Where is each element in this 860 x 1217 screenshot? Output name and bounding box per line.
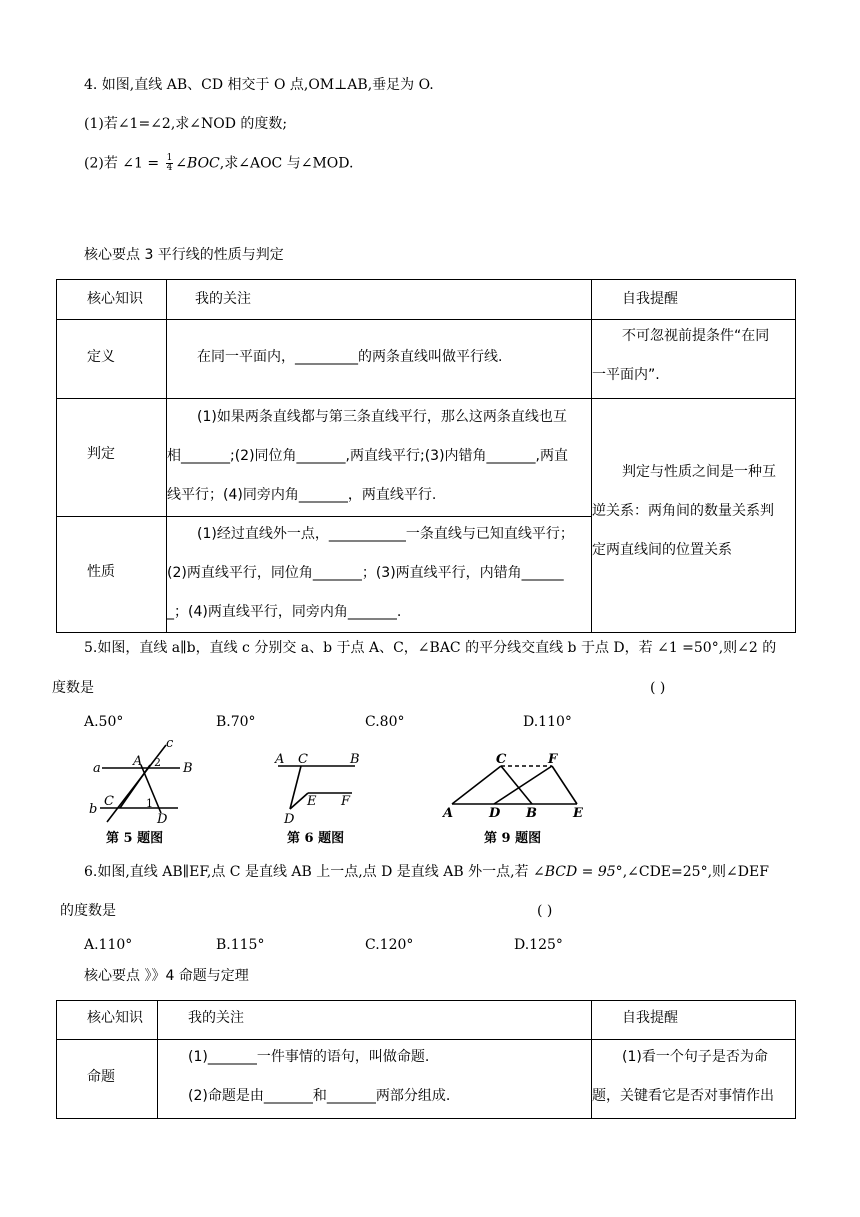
header-cell: 我的关注 bbox=[158, 1001, 592, 1040]
q6-line1-pre: 6.如图,直线 AB∥EF,点 C 是直线 AB 上一点,点 D 是直线 AB 外一点,若 bbox=[84, 864, 534, 880]
line-df bbox=[494, 766, 552, 804]
label-F: F bbox=[548, 752, 558, 767]
label-b: b bbox=[89, 802, 98, 817]
row-name-cell: 判定 bbox=[57, 399, 167, 517]
label-C: C bbox=[104, 794, 114, 809]
frac-denominator: 4 bbox=[166, 163, 173, 173]
table-row bbox=[57, 399, 796, 517]
header-cell: 核心知识 bbox=[57, 280, 167, 320]
frac-numerator: 1 bbox=[166, 153, 173, 163]
figure-6-caption: 第 6 题图 bbox=[287, 831, 345, 846]
q4-line2: (1)若∠1=∠2,求∠NOD 的度数; bbox=[84, 116, 288, 132]
row-name-cell: 性质 bbox=[57, 517, 167, 633]
q4-line3 bbox=[84, 154, 353, 173]
section4-title: 核心要点 》》4 命题与定理 bbox=[84, 968, 249, 984]
q6-option-d: D.125° bbox=[514, 937, 563, 953]
row-focus-cell: 在同一平面内，_________的两条直线叫做平行线. bbox=[167, 320, 592, 399]
label-A: A bbox=[443, 806, 454, 821]
figure-5-labels bbox=[89, 736, 193, 827]
q6-line1 bbox=[84, 863, 769, 881]
label-B: B bbox=[350, 752, 360, 767]
q5-option-a: A.50° bbox=[84, 714, 124, 730]
label-B: B bbox=[183, 761, 193, 776]
q4-line1: 4. 如图,直线 AB、CD 相交于 O 点,OM⊥AB,垂足为 O. bbox=[84, 77, 434, 93]
row-remind-cell: (1)看一个句子是否为命 题，关键看它是否对事情作出 bbox=[592, 1040, 796, 1119]
label-C: C bbox=[298, 752, 308, 767]
row-remind-cell: 不可忽视前提条件“在同 一平面内”. bbox=[592, 320, 796, 399]
label-A: A bbox=[275, 752, 285, 767]
q6-option-c: C.120° bbox=[365, 937, 414, 953]
label-C: C bbox=[496, 752, 507, 767]
label-a: a bbox=[93, 761, 101, 776]
table-header-row bbox=[57, 1001, 796, 1040]
figure-9-caption: 第 9 题图 bbox=[484, 831, 542, 846]
fraction-one-quarter bbox=[166, 154, 174, 173]
figure-5-caption: 第 5 题图 bbox=[106, 831, 164, 846]
q5-line2: 度数是 bbox=[52, 680, 94, 696]
label-F: F bbox=[341, 794, 351, 809]
row-focus-cell: (1)如果两条直线都与第三条直线平行，那么这两条直线也互 相_______;(2)同位角_______,两直线平行;(3)内错角_______,两直 线平行；(4)同旁内角_______，两直线平行. bbox=[167, 399, 592, 517]
label-1: 1 bbox=[146, 797, 153, 810]
section3-table bbox=[56, 279, 796, 633]
label-E: E bbox=[307, 794, 317, 809]
label-E: E bbox=[573, 806, 583, 821]
section4-table bbox=[56, 1000, 796, 1119]
label-B: B bbox=[526, 806, 537, 821]
row-name-cell: 命题 bbox=[57, 1040, 158, 1119]
q5-option-c: C.80° bbox=[365, 714, 405, 730]
label-D: D bbox=[157, 812, 168, 827]
section3-title: 核心要点 3 平行线的性质与判定 bbox=[84, 247, 284, 263]
table-row bbox=[57, 1040, 796, 1119]
q4-boc: BOC bbox=[187, 155, 220, 172]
table-row bbox=[57, 320, 796, 399]
q5-answer-paren: ( ) bbox=[650, 680, 666, 696]
figure-9-labels bbox=[441, 752, 584, 821]
row-name-cell: 定义 bbox=[57, 320, 167, 399]
q6-answer-paren: ( ) bbox=[537, 903, 553, 919]
q6-line1-post: ,∠CDE=25°,则∠DEF bbox=[622, 864, 769, 880]
line-fe bbox=[552, 766, 577, 804]
figure-9 bbox=[452, 766, 577, 804]
header-cell: 我的关注 bbox=[167, 280, 592, 320]
q4-line3-post: ,求∠AOC 与∠MOD. bbox=[219, 155, 354, 172]
header-cell: 自我提醒 bbox=[592, 280, 796, 320]
q6-option-b: B.115° bbox=[216, 937, 265, 953]
q6-option-a: A.110° bbox=[84, 937, 133, 953]
figure-6-labels bbox=[274, 752, 360, 827]
line-cb bbox=[501, 766, 532, 804]
label-c: c bbox=[166, 736, 174, 751]
q4-angle-symbol: ∠ bbox=[175, 155, 188, 172]
row-remind-cell: 判定与性质之间是一种互 逆关系：两角间的数量关系判 定两直线间的位置关系 bbox=[592, 399, 796, 633]
figures-area bbox=[80, 735, 620, 850]
q5-option-d: D.110° bbox=[523, 714, 572, 730]
row-focus-cell: (1)_______一件事情的语句，叫做命题. (2)命题是由_______和_______两部分组成. bbox=[158, 1040, 592, 1119]
table-header-row bbox=[57, 280, 796, 320]
label-D: D bbox=[284, 812, 295, 827]
label-A: A bbox=[133, 754, 143, 769]
q5-line1: 5.如图，直线 a∥b，直线 c 分别交 a、b 于点 A、C，∠BAC 的平分线交直线 b 于点 D，若 ∠1 =50°,则∠2 的 bbox=[84, 640, 777, 656]
label-2: 2 bbox=[154, 756, 161, 769]
q5-option-b: B.70° bbox=[216, 714, 256, 730]
header-cell: 核心知识 bbox=[57, 1001, 158, 1040]
q6-line2: 的度数是 bbox=[60, 903, 116, 919]
label-D: D bbox=[489, 806, 501, 821]
header-cell: 自我提醒 bbox=[592, 1001, 796, 1040]
line-cd bbox=[290, 766, 301, 809]
line-ac bbox=[452, 766, 501, 804]
q4-line3-pre: (2)若 ∠1 = bbox=[84, 155, 164, 172]
q6-math: ∠BCD = 95° bbox=[533, 864, 623, 880]
row-focus-cell: (1)经过直线外一点，___________一条直线与已知直线平行； (2)两直线平行，同位角_______；(3)两直线平行，内错角______ _；(4)两直线平行，同旁内角_______. bbox=[167, 517, 592, 633]
